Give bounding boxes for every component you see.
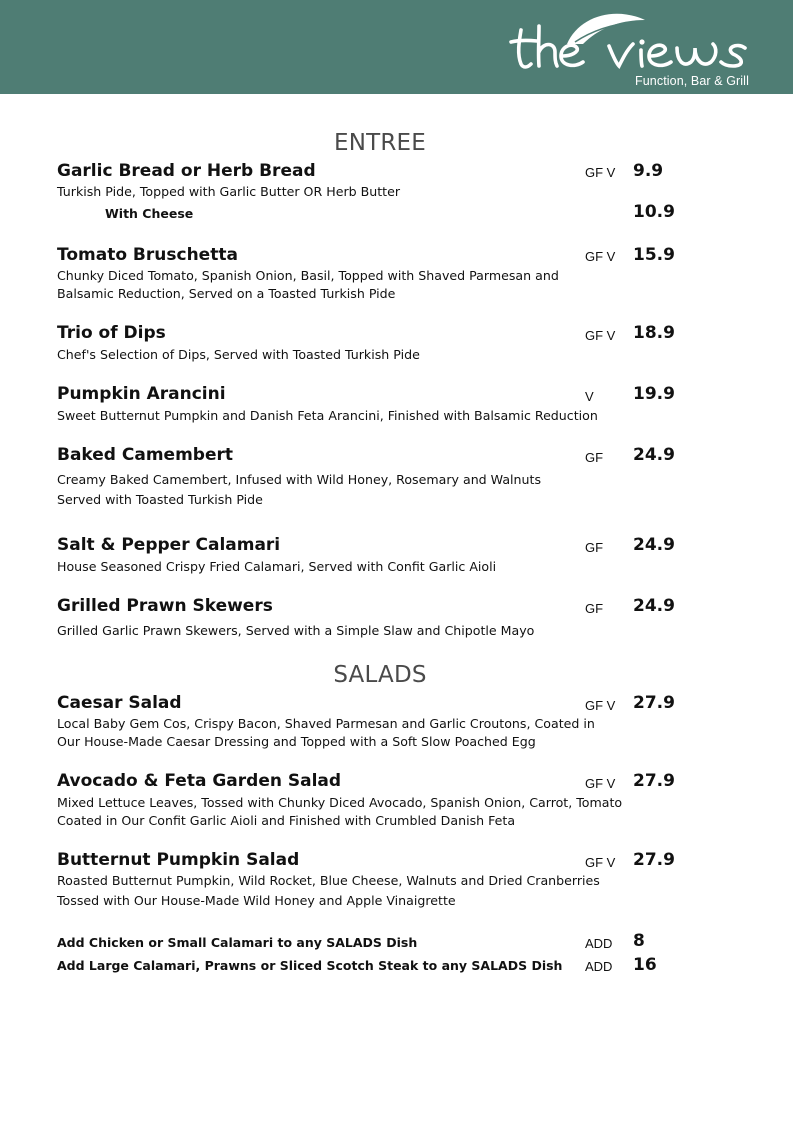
dietary-tag: GF: [585, 601, 604, 616]
menu-item-price: 19.9: [633, 384, 675, 404]
menu-item-description: Balsamic Reduction, Served on a Toasted Turkish Pide: [57, 286, 396, 301]
dietary-tag: GF V: [585, 328, 616, 343]
menu-item-price: 15.9: [633, 245, 675, 265]
dietary-tag: GF V: [585, 698, 616, 713]
menu-item-description: Sweet Butternut Pumpkin and Danish Feta Arancini, Finished with Balsamic Reduction: [57, 408, 598, 423]
addon-tag: ADD: [585, 936, 613, 951]
menu-item-price: 18.9: [633, 323, 675, 343]
menu-item-name: Pumpkin Arancini: [57, 384, 226, 404]
dietary-tag: V: [585, 389, 594, 404]
sub-option-label: With Cheese: [105, 206, 194, 221]
menu-item-name: Butternut Pumpkin Salad: [57, 850, 300, 870]
dietary-tag: GF V: [585, 776, 616, 791]
menu-item-name: Trio of Dips: [57, 323, 166, 343]
menu-item-price: 24.9: [633, 445, 675, 465]
menu-item-name: Caesar Salad: [57, 693, 182, 713]
menu-item-description: Tossed with Our House-Made Wild Honey and Apple Vinaigrette: [57, 893, 456, 908]
menu-item-description: Roasted Butternut Pumpkin, Wild Rocket, Blue Cheese, Walnuts and Dried Cranberries: [57, 873, 600, 888]
section-title-entree: ENTREE: [333, 130, 427, 156]
addon-price: 8: [633, 931, 645, 951]
menu-item-description: Served with Toasted Turkish Pide: [57, 492, 263, 507]
section-title-salads: SALADS: [333, 662, 427, 688]
menu-item-price: 27.9: [633, 693, 675, 713]
menu-item-description: Grilled Garlic Prawn Skewers, Served with a Simple Slaw and Chipotle Mayo: [57, 623, 535, 638]
menu-item-description: Turkish Pide, Topped with Garlic Butter OR Herb Butter: [57, 184, 401, 199]
brand-logo: [505, 8, 780, 92]
menu-item-name: Avocado & Feta Garden Salad: [57, 771, 342, 791]
menu-item-description: Chef's Selection of Dips, Served with Toasted Turkish Pide: [57, 347, 420, 362]
menu-item-description: Chunky Diced Tomato, Spanish Onion, Basil, Topped with Shaved Parmesan and: [57, 268, 559, 283]
menu-item-price: 24.9: [633, 596, 675, 616]
menu-item-price: 27.9: [633, 850, 675, 870]
menu-item-description: Local Baby Gem Cos, Crispy Bacon, Shaved Parmesan and Garlic Croutons, Coated in: [57, 716, 595, 731]
menu-item-name: Grilled Prawn Skewers: [57, 596, 273, 616]
menu-item-description: Coated in Our Confit Garlic Aioli and Finished with Crumbled Danish Feta: [57, 813, 516, 828]
menu-item-price: 24.9: [633, 535, 675, 555]
menu-item-description: Our House-Made Caesar Dressing and Topped with a Soft Slow Poached Egg: [57, 734, 536, 749]
menu-item-description: Creamy Baked Camembert, Infused with Wild Honey, Rosemary and Walnuts: [57, 472, 542, 487]
dietary-tag: GF V: [585, 249, 616, 264]
menu-item-description: Mixed Lettuce Leaves, Tossed with Chunky Diced Avocado, Spanish Onion, Carrot, Tomato: [57, 795, 623, 810]
dietary-tag: GF: [585, 540, 604, 555]
dietary-tag: GF V: [585, 165, 616, 180]
sub-option-price: 10.9: [633, 202, 675, 222]
menu-item-name: Tomato Bruschetta: [57, 245, 238, 265]
menu-item-description: House Seasoned Crispy Fried Calamari, Served with Confit Garlic Aioli: [57, 559, 497, 574]
brand-tagline: Function, Bar & Grill: [635, 74, 749, 88]
dietary-tag: GF V: [585, 855, 616, 870]
menu-item-name: Baked Camembert: [57, 445, 234, 465]
menu-item-name: Garlic Bread or Herb Bread: [57, 161, 316, 181]
menu-item-price: 9.9: [633, 161, 664, 181]
addon-text: Add Chicken or Small Calamari to any SALADS Dish: [57, 935, 418, 950]
header-banner: [0, 0, 793, 94]
menu-item-price: 27.9: [633, 771, 675, 791]
addon-text: Add Large Calamari, Prawns or Sliced Scotch Steak to any SALADS Dish: [57, 958, 563, 973]
dietary-tag: GF: [585, 450, 604, 465]
leaf-logo-icon: [505, 8, 780, 78]
addon-tag: ADD: [585, 959, 613, 974]
addon-price: 16: [633, 955, 657, 975]
menu-item-name: Salt & Pepper Calamari: [57, 535, 281, 555]
